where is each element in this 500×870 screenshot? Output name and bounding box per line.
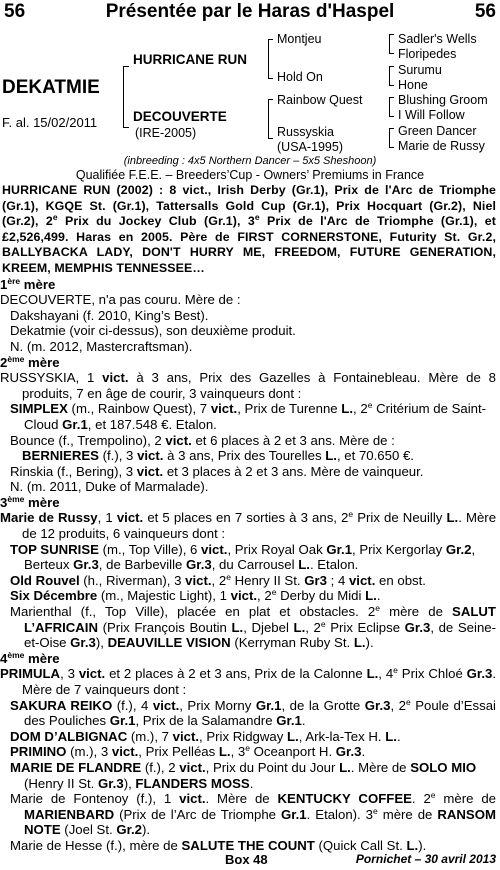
pedigree-dsd: I Will Follow [398,108,465,122]
pedigree-table [0,22,500,157]
section-4eme-mere: 4ème mère [0,649,60,666]
pedigree-sire: HURRICANE RUN [133,52,247,67]
lot-number-right: 56 [474,1,496,22]
pedigree-sds: Surumu [398,63,442,77]
primino-line: PRIMINO (m.), 3 vict., Prix Pelléas L., 3e Oceanport H. Gr.3. [10,743,366,760]
produce-3: N. (m. 2012, Mastercraftsman). [10,338,193,354]
hesse-line: Marie de Hesse (f.), mère de SALUTE THE COUNT (Quick Call St. L.). [10,837,427,853]
produce-1: Dakshayani (f. 2010, King’s Best). [10,307,209,323]
pedigree-ddd: Marie de Russy [398,139,485,153]
marienthal-line: Marienthal (f., Top Ville), placée en plat et obstacles. 2e mère de SALUT L’AFRICAIN (Prix François Boutin L., Djebel L., 2e Prix Eclipse Gr.3, de Seine-et-Oise Gr.3), DEAUVILLE VISION (Kerryman Ruby St. L.). [10,603,496,651]
section-2eme-mere: 2ème mère [0,353,60,370]
horse-birth: F. al. 15/02/2011 [2,115,98,130]
third-dam-line: Marie de Russy, 1 vict. et 5 places en 7 sorties à 3 ans, 2e Prix de Neuilly L.. Mère de 12 produits, 6 vainqueurs dont : [0,509,497,542]
top-sunrise-line: TOP SUNRISE (m., Top Ville), 6 vict., Prix Royal Oak Gr.1, Prix Kergorlay Gr.2, Berteux Gr.3, de Barbeville Gr.3, du Carrousel L.. Etalon. [10,541,476,573]
pedigree-dds: Green Dancer [398,124,477,138]
fontenoy-line: Marie de Fontenoy (f.), 1 vict.. Mère de KENTUCKY COFFEE. 2e mère de MARIENBARD (Prix de l’Arc de Triomphe Gr.1. Etalon). 3e mère de RANSOM NOTE (Joel St. Gr.2). [10,790,496,838]
section-1ere-mere: 1ère mère [0,275,56,292]
section-3eme-mere: 3ème mère [0,493,60,510]
pedigree-ssd: Floripedes [398,47,457,61]
page-header [0,0,500,22]
pedigree-sd: Hold On [277,70,323,84]
n2011-line: N. (m. 2011, Duke of Marmalade). [10,479,209,495]
pedigree-ds: Rainbow Quest [277,93,363,107]
pedigree-ss: Montjeu [277,32,322,46]
simplex-line: SIMPLEX (m., Rainbow Quest), 7 vict., Prix de Turenne L., 2e Critérium de Saint-Cloud Gr.1, et 187.548 €. Etalon. [10,400,487,432]
sakura-reiko-line: SAKURA REIKO (f.), 4 vict., Prix Morny Gr.1, de la Grotte Gr.3, 2e Poule d’Essai des Pouliches Gr.1, Prix de la Salamandre Gr.1. [10,696,496,729]
pedigree-dam: DECOUVERTE [133,109,227,124]
consignor-title: Présentée par le Haras d'Haspel [105,1,395,22]
fourth-dam-line: PRIMULA, 3 vict. et 2 places à 2 et 3 ans, Prix de la Calonne L., 4e Prix Chloé Gr.3. Mère de 7 vainqueurs dont : [0,665,497,697]
inbreeding-note: (inbreeding : 4x5 Northern Dancer – 5x5 Sheshoon) [123,155,377,167]
produce-2: Dekatmie (voir ci-dessus), son deuxième produit. [10,323,296,339]
pedigree-sss: Sadler's Wells [398,32,477,46]
old-rouvel-line: Old Rouvel (h., Riverman), 3 vict., 2e Henry II St. Gr3 ; 4 vict. en obst. [10,571,426,588]
pedigree-dam-origin: (IRE-2005) [135,126,197,140]
pedigree-dss: Blushing Groom [398,93,488,107]
pedigree-sdd: Hone [398,78,428,92]
sire-summary: HURRICANE RUN (2002) : 8 vict., Irish Derby (Gr.1), Prix de l'Arc de Triomphe (Gr.1), KGQE St. (Gr.1), Tattersalls Gold Cup (Gr.1), Prix Hocquart (Gr.2), Niel (Gr.2), 2e Prix du Jockey Club (Gr.1), 3e Prix de l'Arc de Triomphe (Gr.1), et £2,526,499. Haras en 2005. Père de FIRST CORNERSTONE, Futurity St. Gr.2, BALLYBACKA LADY, DON'T HURRY ME, FREEDOM, FUTURE GENERATION, KREEM, MEMPHIS TENNESSEE… [2,183,496,275]
dam-line: DECOUVERTE, n'a pas couru. Mère de : [0,292,241,308]
sale-location-date: Pornichet – 30 avril 2013 [355,852,496,866]
pedigree-dd-origin: (USA-1995) [277,140,343,154]
rinskia-line: Rinskia (f., Bering), 3 vict. et 3 places à 2 et 3 ans. Mère de vainqueur. [10,463,424,479]
granddam-line: RUSSYSKIA, 1 vict. à 3 ans, Prix des Gazelles à Fontainebleau. Mère de 8 produits, 7 en âge de courir, 3 vainqueurs dont : [0,370,496,401]
box-number: Box 48 [225,852,268,867]
catalogue-body [0,183,498,854]
qualification-line: Qualifiée F.E.E. – Breeders’Cup - Owners’ Premiums in France [75,168,425,182]
bernieres-line: BERNIERES (f.), 3 vict. à 3 ans, Prix des Tourelles L., et 70.650 €. [22,448,414,464]
bounce-line: Bounce (f., Trempolino), 2 vict. et 6 places à 2 et 3 ans. Mère de : [10,432,395,448]
horse-name: DEKATMIE [2,77,100,98]
pedigree-dd: Russyskia [277,125,334,139]
dom-line: DOM D’ALBIGNAC (m.), 7 vict., Prix Ridgway L., Ark-la-Tex H. L.. [10,728,401,744]
marie-flandre-line: MARIE DE FLANDRE (f.), 2 vict., Prix du Point du Jour L.. Mère de SOLO MIO (Henry II St. Gr.3), FLANDERS MOSS. [10,759,477,791]
six-decembre-line: Six Décembre (m., Majestic Light), 1 vict., 2e Derby du Midi L.. [10,587,381,604]
lot-number-left: 56 [4,1,26,22]
